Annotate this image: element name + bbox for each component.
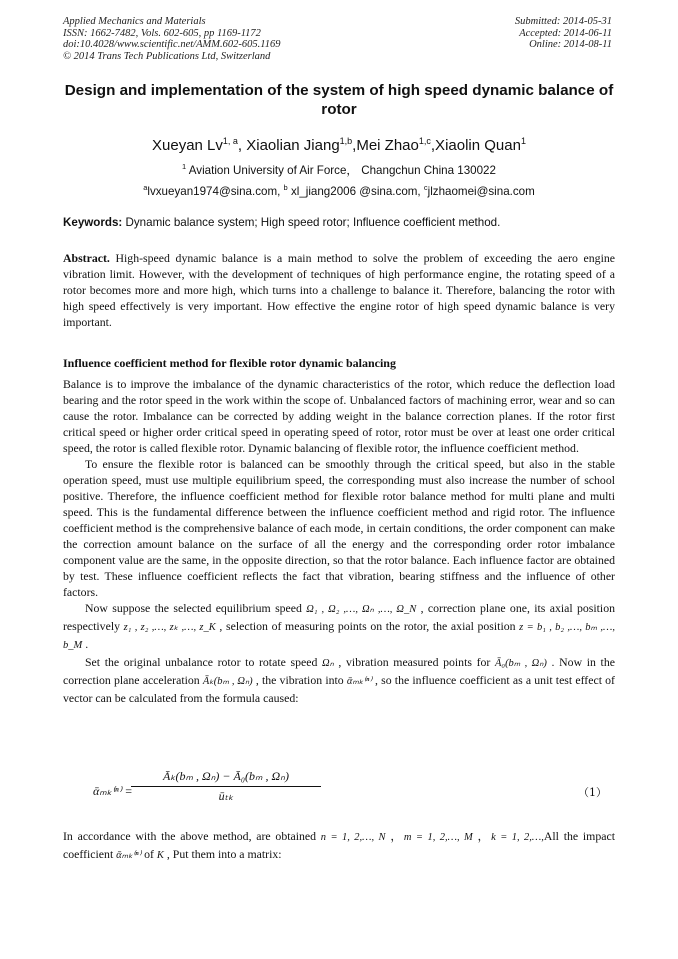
submitted-date: Submitted: 2014-05-31 [514, 16, 612, 27]
author-2: , Xiaolian Jiang [237, 137, 340, 154]
equation-denominator: ūₜₖ [218, 789, 234, 803]
affiliation [63, 160, 615, 178]
equation-fraction [131, 769, 321, 804]
paragraph-4-text-c: . Now in the correction plane acceleration [63, 655, 615, 687]
copyright-line: © 2014 Trans Tech Publications Ltd, Switzerland [63, 50, 271, 62]
affiliation-marker: 1 [182, 162, 187, 171]
author-2-affil: 1,b [339, 136, 353, 146]
k-symbol-math: K [156, 850, 164, 861]
author-3-affil: 1,c [418, 136, 431, 146]
vibration-ak-math: Āₖ(bₘ , Ωₙ) [202, 676, 253, 687]
author-1-affil: 1, a [222, 136, 238, 146]
closing-text-2: All the impact coefficient [63, 829, 615, 861]
doi-line: doi:10.4028/www.scientific.net/AMM.602-605.1169 [63, 39, 281, 50]
affiliation-text: Aviation University of Air Force， Changchun China 130022 [186, 164, 496, 177]
author-emails [63, 181, 615, 199]
author-1: Xueyan Lv [152, 137, 223, 154]
author-3: ,Mei Zhao [352, 137, 419, 154]
alpha-math: ᾱₘₖ⁽ⁿ⁾ [346, 676, 372, 687]
author-list [63, 131, 615, 156]
paragraph-4-text-a: Set the original unbalance rotor to rotate speed [85, 655, 322, 669]
speed-math: Ωₙ [322, 658, 334, 669]
paragraph-3-text-c: , selection of measuring points on the rotor, the axial position [215, 619, 520, 633]
k-range-math: k = 1, 2,…, [491, 832, 544, 843]
accepted-date: Accepted: 2014-06-11 [519, 27, 612, 39]
closing-text-3: of [141, 847, 157, 861]
author-4-affil: 1 [520, 136, 526, 146]
paragraph-4-text-d: , the vibration into [252, 673, 347, 687]
keywords [63, 216, 615, 230]
equation-lhs: ᾱₘₖ⁽ⁿ⁾ = [93, 784, 133, 798]
journal-name: Applied Mechanics and Materials [63, 16, 206, 27]
email-c-marker: c [423, 183, 428, 192]
paragraph-4-text-e: , so the influence coefficient as a unit test effect of vector can be calculated from the formula caused: [63, 673, 615, 705]
email-c[interactable]: jlzhaomei@sina.com [427, 185, 535, 198]
paragraph-2: To ensure the flexible rotor is balanced can be smoothly through the critical speed, but also in the stable operation speed, must use multiple equilibrium speed, the corresponding must also increase the number of school positive. Therefore, the influence coefficient method for flexible rotor balance method for multi plane and multi speed. This is the fundamental difference between the influence coefficient method and rigid rotor. The influence coefficient method is the comprehensive balance of each mode, in certain conditions, the order component can make the correction amount balance on the surface of all the energy and the corresponding order rotor imbalance component value are the same, in the opposite direction, so that the rotor balance. Each influence factor are obtained by test. These influence coefficient reflects the fact that vibration, bearing stiffness and the influence of other factors. [63, 457, 615, 599]
paragraph-3 [63, 600, 615, 654]
equation-1 [93, 769, 615, 817]
abstract-text: High-speed dynamic balance is a main method to solve the problem of exceeding the aero engine vibration limit. However, with the development of techniques of high performance engine, the rotating speed of a rotor becomes more and more high, which turns into a challenge to balance it. Therefore, balancing the rotor with high speed effectively is very important. How effective the engine rotor of high speed dynamic balance is very important. [63, 251, 615, 329]
online-date: Online: 2014-08-11 [529, 39, 612, 50]
plane-set-math: z₁ , z₂ ,…, zₖ ,…, z_K [123, 622, 216, 633]
abstract-label: Abstract. [63, 251, 110, 265]
paragraph-3-text-d: . [82, 637, 89, 651]
email-b-marker: b [283, 183, 288, 192]
closing-sep-2: ， [472, 829, 492, 843]
abstract [63, 250, 615, 330]
equation-numerator: Āₖ(bₘ , Ωₙ) − Ā₀(bₘ , Ωₙ) [131, 769, 321, 787]
section-heading: Influence coefficient method for flexible rotor dynamic balancing [63, 356, 396, 370]
m-range-math: m = 1, 2,…, M [403, 832, 473, 843]
publication-dates [515, 16, 612, 51]
journal-info [63, 16, 280, 62]
paragraph-4 [63, 654, 615, 706]
alpha-math-2: ᾱₘₖ⁽ⁿ⁾ [116, 850, 142, 861]
keywords-text: Dynamic balance system; High speed rotor; Influence coefficient method. [122, 216, 501, 229]
paragraph-3-text-b: , correction plane one, its axial position respectively [63, 601, 615, 633]
closing-sep-1: ， [385, 829, 404, 843]
vibration-a0-math: Ā₀(bₘ , Ωₙ) [495, 658, 547, 669]
equation-number: （1） [578, 786, 607, 799]
point-set-math: z = b₁ , b₂ ,…, bₘ ,…, b_M [63, 622, 615, 651]
paragraph-3-text-a: Now suppose the selected equilibrium speed [85, 601, 307, 615]
n-range-math: n = 1, 2,…, N [320, 832, 386, 843]
issn-line: ISSN: 1662-7482, Vols. 602-605, pp 1169-1172 [63, 27, 261, 39]
author-4: ,Xiaolin Quan [430, 137, 521, 154]
closing-paragraph [63, 828, 615, 864]
speed-set-math: Ω₁ , Ω₂ ,…, Ωₙ ,…, Ω_N [306, 604, 417, 615]
closing-text-1: In accordance with the above method, are obtained [63, 829, 321, 843]
email-b[interactable]: xl_jiang2006 @sina.com, [287, 185, 424, 198]
section-body [63, 376, 615, 706]
keywords-label: Keywords: [63, 216, 123, 229]
email-a-marker: a [143, 183, 148, 192]
paragraph-1: Balance is to improve the imbalance of the dynamic characteristics of the rotor, which reduce the deflection load bearing and the rotor speed in the work within the scope of. Unbalanced factors of machining error, wear and so can cause the rotor. Imbalance can be corrected by adding weight in the balance correction planes. If the rotor first critical speed or higher order critical speed in operating speed of rotor, rotor must be over at least one order critical speed, the rotor is called flexible rotor. Dynamic balancing of flexible rotor, the influence coefficient method. [63, 377, 615, 455]
paragraph-4-text-b: , vibration measured points for [333, 655, 495, 669]
email-a[interactable]: lvxueyan1974@sina.com, [147, 185, 284, 198]
paper-title: Design and implementation of the system of high speed dynamic balance of rotor [64, 82, 614, 118]
closing-text-4: , Put them into a matrix: [163, 847, 282, 861]
